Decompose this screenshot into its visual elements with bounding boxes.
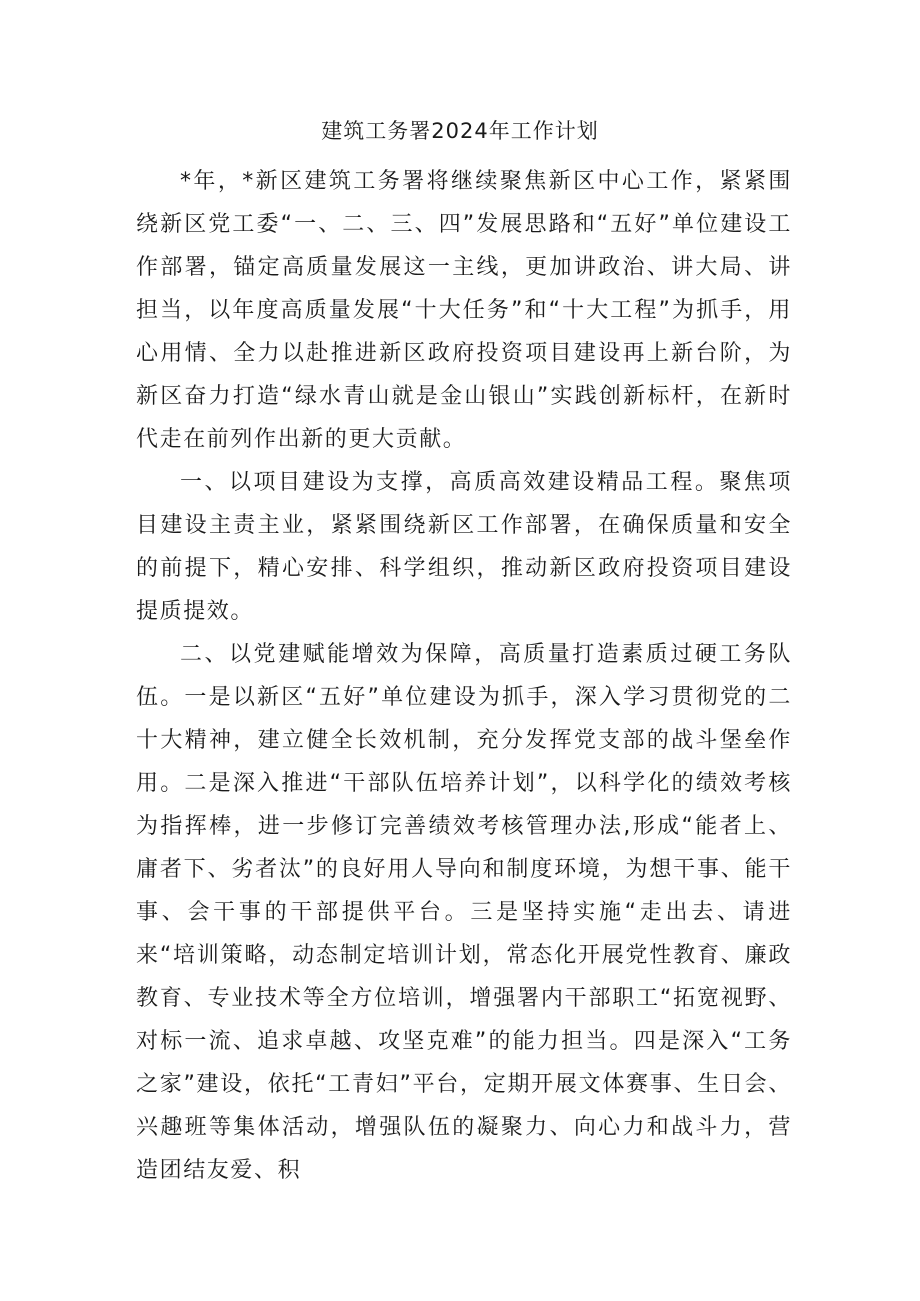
paragraph-section-2: 二、以党建赋能增效为保障，高质量打造素质过硬工务队伍。一是以新区“五好”单位建设为抓手，深入学习贯彻党的二十大精神，建立健全长效机制，充分发挥党支部的战斗堡垒作用。二是深入推进“干部队伍培养计划”，以科学化的绩效考核为指挥棒，进一步修订完善绩效考核管理办法,形成“能者上、庸者下、劣者汰”的良好用人导向和制度环境，为想干事、能干事、会干事的干部提供平台。三是坚持实施“走出去、请进来“培训策略，动态制定培训计划，常态化开展党性教育、廉政教育、专业技术等全方位培训，增强署内干部职工“拓宽视野、对标一流、追求卓越、攻坚克难”的能力担当。四是深入“工务之家”建设，依托“工青妇”平台，定期开展文体赛事、生日会、兴趣班等集体活动，增强队伍的凝聚力、向心力和战斗力，营造团结友爱、积 — [136, 642, 792, 1183]
paragraph-intro: *年，*新区建筑工务署将继续聚焦新区中心工作，紧紧围绕新区党工委“一、二、三、四”发展思路和“五好”单位建设工作部署，锚定高质量发展这一主线，更加讲政治、讲大局、讲担当，以年度高质量发展“十大任务”和“十大工程”为抓手，用心用情、全力以赴推进新区政府投资项目建设再上新台阶，为新区奋力打造“绿水青山就是金山银山”实践创新标杆，在新时代走在前列作出新的更大贡献。 — [136, 169, 792, 452]
document-body — [136, 160, 792, 1192]
paragraph-section-1: 一、以项目建设为支撑，高质高效建设精品工程。聚焦项目建设主责主业，紧紧围绕新区工作部署，在确保质量和安全的前提下，精心安排、科学组织，推动新区政府投资项目建设提质提效。 — [136, 470, 792, 624]
document-title: 建筑工务署2024年工作计划 — [321, 119, 599, 143]
